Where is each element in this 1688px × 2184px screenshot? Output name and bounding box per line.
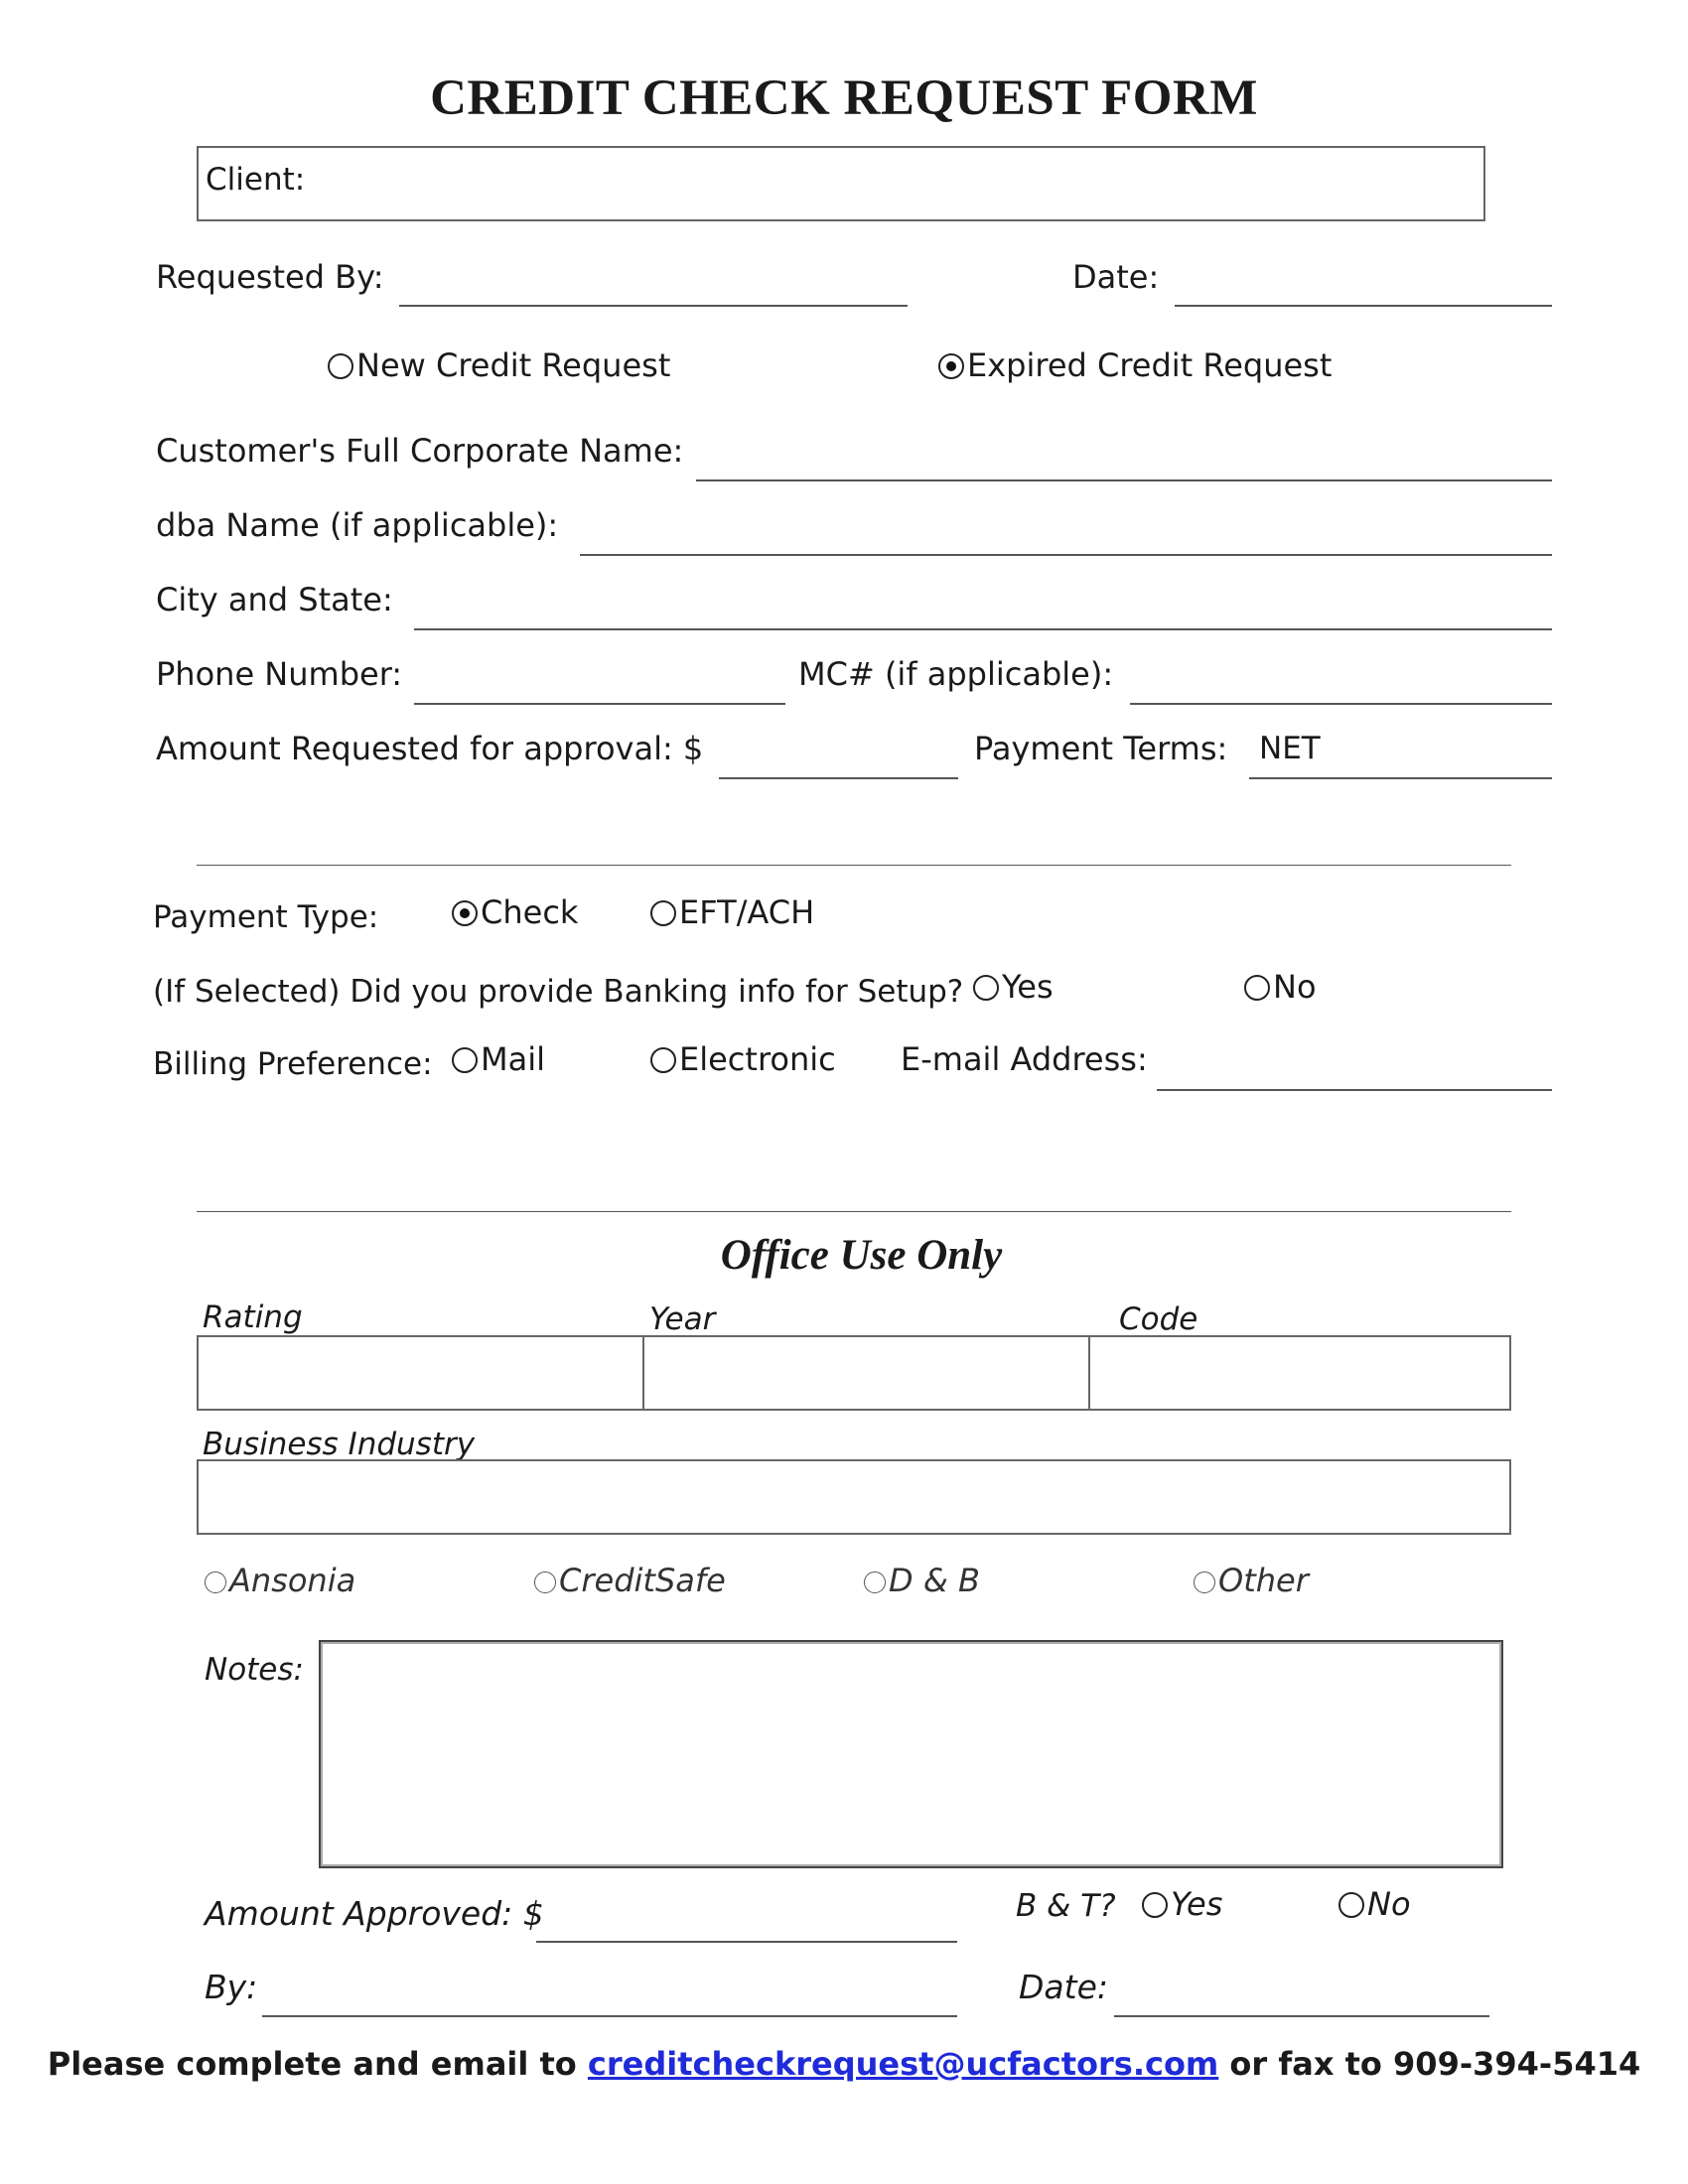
customer-name-label: Customer's Full Corporate Name:: [156, 432, 684, 470]
bt-no-label: No: [1367, 1885, 1411, 1923]
year-label: Year: [649, 1301, 716, 1337]
by-label: By:: [205, 1968, 258, 2006]
new-credit-radio[interactable]: [328, 353, 353, 379]
client-label: Client:: [206, 162, 306, 198]
client-field[interactable]: [197, 146, 1485, 221]
ansonia-radio[interactable]: [205, 1571, 226, 1593]
rating-field[interactable]: [197, 1335, 644, 1411]
electronic-radio[interactable]: [650, 1047, 676, 1073]
banking-question-label: (If Selected) Did you provide Banking info for Setup?: [153, 974, 964, 1010]
other-radio[interactable]: [1194, 1571, 1215, 1593]
ansonia-label: Ansonia: [229, 1562, 356, 1599]
dba-label: dba Name (if applicable):: [156, 506, 559, 544]
office-date-label: Date:: [1019, 1968, 1108, 2006]
business-industry-field[interactable]: [197, 1459, 1511, 1535]
amount-approved-label: Amount Approved: $: [205, 1894, 544, 1933]
banking-no-label: No: [1273, 968, 1317, 1006]
mc-input[interactable]: [1130, 703, 1552, 705]
footer-instructions: [0, 2045, 1688, 2083]
section-divider: [197, 865, 1511, 866]
notes-textarea[interactable]: [319, 1640, 1503, 1868]
expired-credit-request-option[interactable]: [938, 345, 1332, 385]
mail-radio[interactable]: [452, 1047, 478, 1073]
amount-requested-label: Amount Requested for approval: $: [156, 730, 704, 767]
expired-credit-radio[interactable]: [938, 353, 964, 379]
payment-terms-label: Payment Terms:: [974, 730, 1228, 767]
payment-type-label: Payment Type:: [153, 899, 379, 935]
dnb-radio[interactable]: [864, 1571, 886, 1593]
creditsafe-label: CreditSafe: [559, 1562, 726, 1599]
other-label: Other: [1218, 1562, 1309, 1599]
banking-no-radio[interactable]: [1244, 975, 1270, 1001]
requested-by-label: Requested By:: [156, 258, 384, 296]
source-creditsafe-option[interactable]: [534, 1561, 726, 1600]
footer-prefix: Please complete and email to: [47, 2045, 577, 2083]
billing-mail-option[interactable]: [452, 1039, 545, 1079]
banking-yes-radio[interactable]: [973, 975, 999, 1001]
email-address-label: E-mail Address:: [901, 1040, 1148, 1078]
source-dnb-option[interactable]: [864, 1561, 980, 1600]
date-label: Date:: [1072, 258, 1160, 296]
city-state-label: City and State:: [156, 581, 393, 618]
phone-input[interactable]: [414, 703, 785, 705]
payment-check-option[interactable]: [452, 892, 578, 932]
bt-yes-radio[interactable]: [1142, 1892, 1168, 1918]
code-label: Code: [1119, 1301, 1198, 1337]
email-address-input[interactable]: [1157, 1089, 1552, 1091]
new-credit-request-option[interactable]: [328, 345, 670, 385]
year-field[interactable]: [642, 1335, 1090, 1411]
by-input[interactable]: [262, 2015, 957, 2017]
mail-label: Mail: [481, 1040, 545, 1078]
mc-label: MC# (if applicable):: [798, 655, 1114, 693]
source-ansonia-option[interactable]: [205, 1561, 355, 1600]
source-other-option[interactable]: [1194, 1561, 1309, 1600]
bt-no-option[interactable]: [1338, 1884, 1411, 1924]
office-divider: [197, 1211, 1511, 1212]
expired-credit-label: Expired Credit Request: [967, 346, 1333, 384]
banking-yes-option[interactable]: [973, 967, 1054, 1007]
eft-label: EFT/ACH: [679, 893, 815, 931]
payment-terms-input[interactable]: [1249, 777, 1552, 779]
banking-yes-label: Yes: [1002, 968, 1054, 1006]
city-state-input[interactable]: [414, 628, 1552, 630]
dnb-label: D & B: [889, 1562, 980, 1599]
check-label: Check: [481, 893, 579, 931]
requested-by-input[interactable]: [399, 305, 908, 307]
customer-name-input[interactable]: [696, 479, 1552, 481]
bt-yes-option[interactable]: [1142, 1884, 1222, 1924]
payment-eft-option[interactable]: [650, 892, 814, 932]
business-industry-label: Business Industry: [203, 1427, 476, 1462]
amount-approved-input[interactable]: [536, 1941, 957, 1943]
page-title: CREDIT CHECK REQUEST FORM: [430, 70, 1258, 126]
billing-preference-label: Billing Preference:: [153, 1046, 433, 1082]
date-input[interactable]: [1175, 305, 1552, 307]
check-radio[interactable]: [452, 900, 478, 926]
creditsafe-radio[interactable]: [534, 1571, 556, 1593]
notes-label: Notes:: [205, 1652, 304, 1688]
bt-no-radio[interactable]: [1338, 1892, 1364, 1918]
new-credit-label: New Credit Request: [356, 346, 671, 384]
phone-label: Phone Number:: [156, 655, 403, 693]
bt-label: B & T?: [1016, 1888, 1116, 1924]
bt-yes-label: Yes: [1171, 1885, 1223, 1923]
amount-requested-input[interactable]: [719, 777, 958, 779]
eft-radio[interactable]: [650, 900, 676, 926]
rating-label: Rating: [203, 1299, 303, 1335]
office-use-heading: Office Use Only: [720, 1232, 1003, 1279]
footer-email-link[interactable]: creditcheckrequest@ucfactors.com: [587, 2045, 1219, 2083]
payment-terms-value: NET: [1259, 731, 1321, 766]
footer-suffix: or fax to 909-394-5414: [1229, 2045, 1641, 2083]
code-field[interactable]: [1088, 1335, 1511, 1411]
banking-no-option[interactable]: [1244, 967, 1317, 1007]
billing-electronic-option[interactable]: [650, 1039, 836, 1079]
office-date-input[interactable]: [1114, 2015, 1489, 2017]
dba-input[interactable]: [580, 554, 1552, 556]
electronic-label: Electronic: [679, 1040, 836, 1078]
